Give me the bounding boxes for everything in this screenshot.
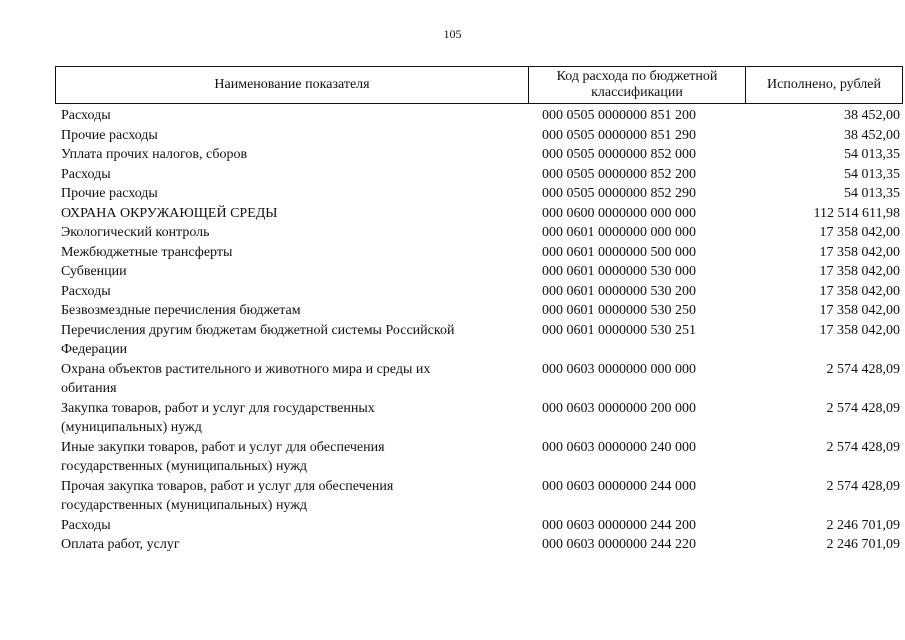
table-row bbox=[61, 106, 903, 126]
budget-code: 000 0600 0000000 000 000 bbox=[542, 205, 696, 221]
table-row bbox=[61, 243, 903, 263]
indicator-name: Перечисления другим бюджетам бюджетной системы Российской Федерации bbox=[61, 322, 455, 357]
indicator-name: Иные закупки товаров, работ и услуг для обеспечения государственных (муниципальных) нужд bbox=[61, 439, 385, 474]
executed-amount: 17 358 042,00 bbox=[819, 225, 900, 240]
indicator-name: Расходы bbox=[61, 283, 111, 299]
budget-code: 000 0505 0000000 852 290 bbox=[542, 186, 696, 201]
budget-code: 000 0601 0000000 000 000 bbox=[542, 225, 696, 240]
budget-code: 000 0603 0000000 240 000 bbox=[542, 439, 696, 455]
table-row bbox=[61, 282, 903, 302]
table-row bbox=[61, 360, 903, 399]
budget-code: 000 0601 0000000 530 000 bbox=[542, 264, 696, 279]
column-header-code: Код расхода по бюджетной классификации bbox=[529, 67, 746, 103]
executed-amount: 38 452,00 bbox=[844, 127, 900, 143]
table-row bbox=[61, 165, 903, 185]
table-row bbox=[61, 399, 903, 438]
executed-amount: 2 246 701,09 bbox=[826, 537, 900, 552]
executed-amount: 2 574 428,09 bbox=[826, 478, 900, 494]
budget-code: 000 0603 0000000 244 220 bbox=[542, 537, 696, 552]
executed-amount: 2 246 701,09 bbox=[826, 517, 900, 533]
budget-code: 000 0601 0000000 530 200 bbox=[542, 283, 696, 299]
indicator-name: Расходы bbox=[61, 166, 111, 182]
table-row bbox=[61, 477, 903, 516]
budget-code: 000 0505 0000000 852 000 bbox=[542, 147, 696, 162]
table-row bbox=[61, 223, 903, 243]
indicator-name: Прочие расходы bbox=[61, 186, 158, 201]
table-row bbox=[61, 535, 903, 555]
executed-amount: 17 358 042,00 bbox=[819, 322, 900, 338]
executed-amount: 17 358 042,00 bbox=[819, 283, 900, 299]
budget-code: 000 0603 0000000 000 000 bbox=[542, 361, 696, 377]
indicator-name: Экологический контроль bbox=[61, 225, 210, 240]
table-row bbox=[61, 262, 903, 282]
indicator-name: Расходы bbox=[61, 108, 111, 123]
executed-amount: 54 013,35 bbox=[844, 166, 900, 182]
budget-code: 000 0601 0000000 530 250 bbox=[542, 303, 696, 318]
indicator-name: Прочие расходы bbox=[61, 127, 158, 143]
table-row bbox=[61, 145, 903, 165]
table-row bbox=[61, 126, 903, 146]
executed-amount: 17 358 042,00 bbox=[819, 303, 900, 318]
column-header-executed: Исполнено, рублей bbox=[767, 77, 881, 92]
executed-amount: 54 013,35 bbox=[844, 186, 900, 201]
table-row bbox=[61, 184, 903, 204]
table-body bbox=[61, 106, 903, 555]
indicator-name: Охрана объектов растительного и животного мира и среды их обитания bbox=[61, 361, 431, 396]
table-row bbox=[61, 516, 903, 536]
executed-amount: 17 358 042,00 bbox=[819, 264, 900, 279]
table-header bbox=[55, 66, 903, 104]
executed-amount: 17 358 042,00 bbox=[819, 244, 900, 260]
indicator-name: Уплата прочих налогов, сборов bbox=[61, 147, 248, 162]
executed-amount: 2 574 428,09 bbox=[826, 439, 900, 455]
indicator-name: Межбюджетные трансферты bbox=[61, 244, 233, 260]
indicator-name: Прочая закупка товаров, работ и услуг для обеспечения государственных (муниципальных) нужд bbox=[61, 478, 394, 513]
executed-amount: 2 574 428,09 bbox=[826, 361, 900, 377]
budget-code: 000 0603 0000000 244 200 bbox=[542, 517, 696, 533]
indicator-name: Закупка товаров, работ и услуг для государственных (муниципальных) нужд bbox=[61, 400, 375, 435]
table-row bbox=[61, 301, 903, 321]
page-number: 105 bbox=[443, 27, 462, 41]
table-row bbox=[61, 438, 903, 477]
indicator-name: Субвенции bbox=[61, 264, 127, 279]
indicator-name: Безвозмездные перечисления бюджетам bbox=[61, 303, 301, 318]
indicator-name: Расходы bbox=[61, 517, 111, 533]
table-row bbox=[61, 321, 903, 360]
executed-amount: 112 514 611,98 bbox=[813, 205, 900, 221]
budget-code: 000 0603 0000000 200 000 bbox=[542, 400, 696, 416]
column-header-name: Наименование показателя bbox=[56, 67, 529, 103]
budget-code: 000 0505 0000000 851 200 bbox=[542, 108, 696, 123]
indicator-name: Оплата работ, услуг bbox=[61, 537, 180, 552]
executed-amount: 2 574 428,09 bbox=[826, 400, 900, 416]
budget-code: 000 0505 0000000 851 290 bbox=[542, 127, 696, 143]
indicator-name: ОХРАНА ОКРУЖАЮЩЕЙ СРЕДЫ bbox=[61, 205, 278, 221]
budget-code: 000 0601 0000000 530 251 bbox=[542, 322, 696, 338]
budget-code: 000 0505 0000000 852 200 bbox=[542, 166, 696, 182]
budget-code: 000 0601 0000000 500 000 bbox=[542, 244, 696, 260]
executed-amount: 38 452,00 bbox=[844, 108, 900, 123]
executed-amount: 54 013,35 bbox=[844, 147, 900, 162]
budget-code: 000 0603 0000000 244 000 bbox=[542, 478, 696, 494]
table-row bbox=[61, 204, 903, 224]
